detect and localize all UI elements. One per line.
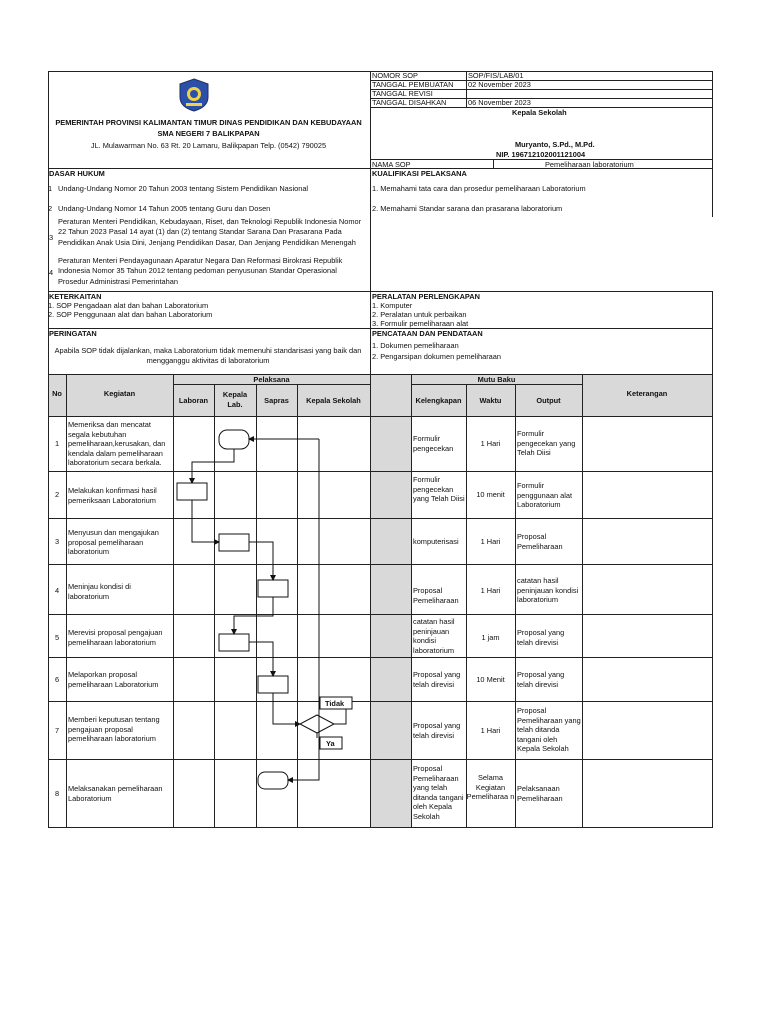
pencatatan-title: PENCATAAN DAN PENDATAAN bbox=[372, 329, 483, 338]
school-address: JL. Mulawarman No. 63 Rt. 20 Lamaru, Balikpapan Telp. (0542) 790025 bbox=[90, 141, 327, 150]
col-header-sapras: Sapras bbox=[264, 396, 289, 405]
row-no: 8 bbox=[54, 789, 60, 798]
flow-process-box bbox=[258, 676, 288, 693]
dasar-hukum-item-1: Undang-Undang Nomor 20 Tahun 2003 tentang Sistem Pendidikan Nasional bbox=[58, 184, 309, 193]
dasar-hukum-no-3: 3 bbox=[49, 233, 54, 242]
peralatan-item-2: 2. Peralatan untuk perbaikan bbox=[372, 310, 467, 319]
col-header-laboran: Laboran bbox=[178, 396, 209, 405]
row-output: Formulir pengecekan yang Telah Diisi bbox=[517, 429, 576, 458]
flow-decision-diamond bbox=[300, 715, 334, 733]
row-kelengkapan: Proposal yang telah direvisi bbox=[413, 670, 461, 689]
dasar-hukum-item-4: Peraturan Menteri Pendayagunaan Aparatur Negara Dan Reformasi Birokrasi Republik Indonesia Nomor 35 Tahun 2012 tentang pedoman penyusunan Standar Operasional Prosedur Administrasi Pemerintahan bbox=[58, 256, 343, 286]
row-kegiatan: Merevisi proposal pengajuan pemeliharaan laboratorium bbox=[68, 628, 163, 647]
flow-connector bbox=[249, 542, 273, 580]
row-no: 6 bbox=[54, 675, 60, 684]
nama-sop-value: Pemeliharaan laboratorium bbox=[545, 160, 634, 169]
row-waktu: 10 Menit bbox=[476, 675, 505, 684]
row-no: 2 bbox=[54, 490, 60, 499]
tanggal-revisi-label: TANGGAL REVISI bbox=[372, 89, 433, 98]
flow-process-box bbox=[258, 580, 288, 597]
tanggal-pembuatan-value: 02 November 2023 bbox=[468, 80, 531, 89]
tidak-label: Tidak bbox=[325, 699, 345, 708]
kualifikasi-title: KUALIFIKASI PELAKSANA bbox=[372, 169, 467, 178]
row-waktu: 1 Hari bbox=[480, 726, 501, 735]
row-kegiatan: Memberi keputusan tentang pengajuan proposal pemeliharaan laboratorium bbox=[68, 715, 160, 744]
kepala-sekolah-name: Muryanto, S.Pd., M.Pd. bbox=[515, 140, 595, 149]
pencatatan-item-2: 2. Pengarsipan dokumen pemeliharaan bbox=[372, 352, 502, 361]
pencatatan-item-1: 1. Dokumen pemeliharaan bbox=[372, 341, 459, 350]
dasar-hukum-no-2: 2 bbox=[48, 204, 53, 213]
col-header-pelaksana: Pelaksana bbox=[253, 375, 290, 384]
keterkaitan-title: KETERKAITAN bbox=[49, 292, 102, 301]
row-kelengkapan: Formulir pengecekan yang Telah Diisi bbox=[413, 475, 465, 504]
keterkaitan-item-2: 2. SOP Penggunaan alat dan bahan Laboratorium bbox=[48, 310, 213, 319]
row-waktu: 1 Hari bbox=[480, 586, 501, 595]
row-waktu: Selama Kegiatan Pemeliharaa n bbox=[466, 773, 515, 802]
dasar-hukum-no-1: 1 bbox=[48, 184, 53, 193]
flow-end-terminator bbox=[258, 772, 288, 789]
row-no: 5 bbox=[54, 633, 60, 642]
col-header-waktu: Waktu bbox=[479, 396, 502, 405]
flow-process-box bbox=[219, 534, 249, 551]
col-header-kepala-lab: Kepala Lab. bbox=[222, 390, 248, 409]
peringatan-title: PERINGATAN bbox=[49, 329, 97, 338]
ya-label: Ya bbox=[326, 739, 335, 748]
peringatan-text: Apabila SOP tidak dijalankan, maka Laboratorium tidak memenuhi standarisasi yang baik dan mengganggu aktivitas di laboratorium bbox=[54, 346, 362, 365]
tanggal-disahkan-value: 06 November 2023 bbox=[468, 98, 531, 107]
school-name: SMA NEGERI 7 BALIKPAPAN bbox=[157, 129, 260, 138]
col-header-no: No bbox=[52, 389, 62, 398]
flow-connector bbox=[192, 500, 219, 542]
row-no: 4 bbox=[54, 586, 60, 595]
row-output: Proposal yang telah direvisi bbox=[517, 670, 565, 689]
nomor-sop-value: SOP/FIS/LAB/01 bbox=[468, 71, 524, 80]
col-header-kepala-sekolah: Kepala Sekolah bbox=[306, 396, 361, 405]
dasar-hukum-title: DASAR HUKUM bbox=[49, 169, 105, 178]
row-kegiatan: Melakukan konfirmasi hasil pemeriksaan Laboratorium bbox=[68, 486, 157, 505]
peralatan-item-1: 1. Komputer bbox=[372, 301, 413, 310]
row-kegiatan: Memeriksa dan mencatat segala kebutuhan pemeliharaan,kerusakan, dan kendala dalam pemeliharaan laboratorium secara berkala. bbox=[68, 420, 166, 468]
row-no: 3 bbox=[54, 537, 60, 546]
row-output: catatan hasil peninjauan kondisi laboratorium bbox=[517, 576, 579, 605]
tanggal-pembuatan-label: TANGGAL PEMBUATAN bbox=[372, 80, 454, 89]
col-header-mutu-baku: Mutu Baku bbox=[477, 375, 516, 384]
tanggal-disahkan-label: TANGGAL DISAHKAN bbox=[372, 98, 447, 107]
flow-connector bbox=[192, 449, 234, 483]
dasar-hukum-no-4: 4 bbox=[49, 268, 54, 277]
keterkaitan-item-1: 1. SOP Pengadaan alat dan bahan Laboratorium bbox=[48, 301, 209, 310]
nama-sop-label: NAMA SOP bbox=[372, 160, 411, 169]
flow-process-box bbox=[219, 634, 249, 651]
row-kelengkapan: Proposal Pemeliharaan yang telah ditanda tangani oleh Kepala Sekolah bbox=[413, 764, 464, 821]
kualifikasi-item-2: 2. Memahami Standar sarana dan prasarana laboratorium bbox=[372, 204, 563, 213]
row-no: 7 bbox=[54, 726, 60, 735]
flow-connector bbox=[249, 642, 273, 676]
dasar-hukum-item-3: Peraturan Menteri Pendidikan, Kebudayaan, Riset, dan Teknologi Republik Indonesia Nomor 22 Tahun 2023 Pasal 14 ayat (1) dan (2) tentang Standar Sarana Dan Prasarana Pada Pendidikan Anak Usia Dini, Jenjang Pendidikan Dasar, Dan Jenjang Pendidikan Menengah bbox=[58, 217, 362, 247]
govt-title: PEMERINTAH PROVINSI KALIMANTAN TIMUR DINAS PENDIDIKAN DAN KEBUDAYAAN bbox=[55, 118, 362, 127]
kepala-sekolah-nip: NIP. 196712102001121004 bbox=[496, 150, 586, 159]
row-kelengkapan: Proposal yang telah direvisi bbox=[413, 721, 461, 740]
row-output: Proposal yang telah direvisi bbox=[517, 628, 565, 647]
row-output: Formulir penggunaan alat Laboratorium bbox=[517, 481, 573, 510]
kualifikasi-item-1: 1. Memahami tata cara dan prosedur pemeliharaan Laboratorium bbox=[372, 184, 586, 193]
nomor-sop-label: NOMOR SOP bbox=[372, 71, 418, 80]
peralatan-title: PERALATAN PERLENGKAPAN bbox=[372, 292, 480, 301]
row-kegiatan: Melaksanakan pemeliharaan Laboratorium bbox=[68, 784, 163, 803]
row-kegiatan: Melaporkan proposal pemeliharaan Laboratorium bbox=[68, 670, 159, 689]
flow-connector bbox=[234, 597, 273, 634]
row-kegiatan: Menyusun dan mengajukan proposal pemeliharaan laboratorium bbox=[68, 528, 159, 557]
flow-start-terminator bbox=[219, 430, 249, 449]
row-waktu: 1 Hari bbox=[480, 537, 501, 546]
kepala-sekolah-title: Kepala Sekolah bbox=[512, 108, 567, 117]
dasar-hukum-item-2: Undang-Undang Nomor 14 Tahun 2005 tentang Guru dan Dosen bbox=[58, 204, 271, 213]
col-header-keterangan: Keterangan bbox=[626, 389, 668, 398]
col-header-kegiatan: Kegiatan bbox=[103, 389, 136, 398]
row-kelengkapan: komputerisasi bbox=[413, 537, 459, 546]
row-no: 1 bbox=[54, 439, 60, 448]
row-waktu: 1 Hari bbox=[480, 439, 501, 448]
peralatan-item-3: 3. Formulir pemeliharaan alat bbox=[372, 319, 469, 328]
flow-connector bbox=[273, 693, 300, 724]
row-kegiatan: Meninjau kondisi di laboratorium bbox=[68, 582, 131, 601]
flow-process-box bbox=[177, 483, 207, 500]
row-output: Pelaksanaan Pemeliharaan bbox=[517, 784, 563, 803]
row-waktu: 10 menit bbox=[476, 490, 505, 499]
row-kelengkapan: Formulir pengecekan bbox=[413, 434, 454, 453]
col-header-kelengkapan: Kelengkapan bbox=[415, 396, 462, 405]
row-output: Proposal Pemeliharaan bbox=[517, 532, 563, 551]
row-kelengkapan: catatan hasil peninjauan kondisi laboratorium bbox=[413, 617, 455, 655]
row-output: Proposal Pemeliharaan yang telah ditanda tangani oleh Kepala Sekolah bbox=[517, 706, 581, 754]
row-waktu: 1 jam bbox=[481, 633, 500, 642]
col-header-output: Output bbox=[536, 396, 561, 405]
row-kelengkapan: Proposal Pemeliharaan bbox=[413, 586, 459, 605]
